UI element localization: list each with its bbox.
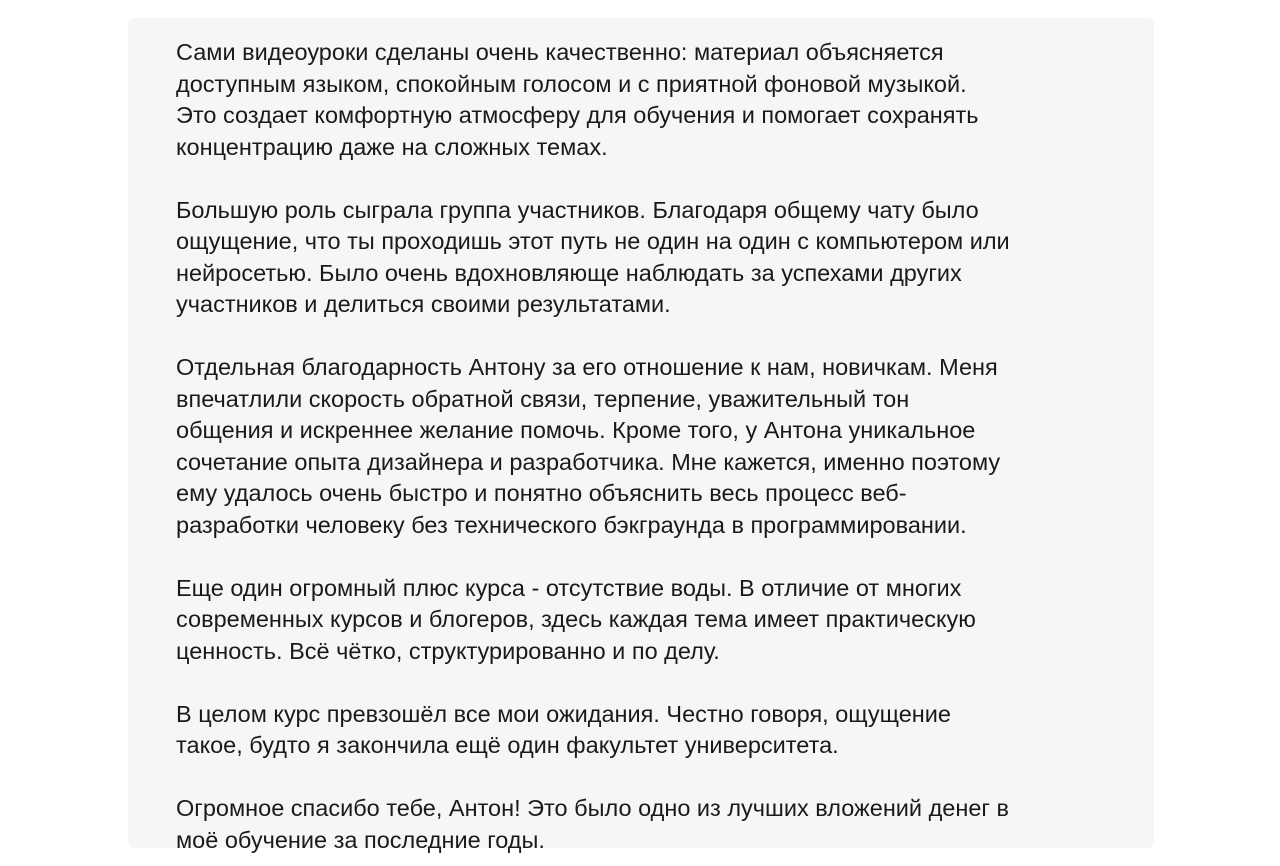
text-line: такое, будто я закончила ещё один факультет университета. bbox=[176, 732, 839, 758]
text-line: Еще один огромный плюс курса - отсутствие воды. В отличие от многих bbox=[176, 574, 962, 601]
text-line: ощущение, что ты проходишь этот путь не один на один с компьютером или bbox=[176, 228, 1010, 254]
paragraph-1 bbox=[176, 37, 1136, 163]
text-line: концентрацию даже на сложных темах. bbox=[176, 133, 608, 160]
text-line: ценность. Всё чётко, структурированно и по делу. bbox=[176, 637, 720, 664]
text-line: сочетание опыта дизайнера и разработчика. Мне кажется, именно поэтому bbox=[176, 448, 1001, 475]
paragraph-5 bbox=[176, 699, 1136, 762]
message-card bbox=[128, 18, 1154, 853]
text-line: моё обучение за последние годы. bbox=[176, 826, 545, 853]
text-line: Сами видеоуроки сделаны очень качественно: материал объясняется bbox=[176, 39, 944, 65]
paragraph-4 bbox=[176, 573, 1136, 668]
text-line: участников и делиться своими результатами. bbox=[176, 291, 671, 317]
text-line: разработки человеку без технического бэкграунда в программировании. bbox=[176, 511, 967, 538]
text-line: впечатлили скорость обратной связи, терпение, уважительный тон bbox=[176, 385, 910, 412]
text-line: общения и искреннее желание помочь. Кроме того, у Антона уникальное bbox=[176, 417, 976, 443]
text-line: ему удалось очень быстро и понятно объяснить весь процесс веб- bbox=[176, 480, 907, 506]
text-line: Большую роль сыграла группа участников. Благодаря общему чату было bbox=[176, 196, 979, 223]
text-line: Огромное спасибо тебе, Антон! Это было одно из лучших вложений денег в bbox=[176, 795, 1009, 821]
message-text bbox=[176, 37, 1136, 856]
paragraph-2 bbox=[176, 195, 1136, 321]
text-line: нейросетью. Было очень вдохновляюще наблюдать за успехами других bbox=[176, 259, 962, 286]
paragraph-6 bbox=[176, 793, 1136, 856]
text-line: Это создает комфортную атмосферу для обучения и помогает сохранять bbox=[176, 102, 979, 128]
text-line: доступным языком, спокойным голосом и с приятной фоновой музыкой. bbox=[176, 70, 967, 97]
text-line: В целом курс превзошёл все мои ожидания. Честно говоря, ощущение bbox=[176, 700, 951, 727]
text-line: современных курсов и блогеров, здесь каждая тема имеет практическую bbox=[176, 606, 976, 632]
text-line: Отдельная благодарность Антону за его отношение к нам, новичкам. Меня bbox=[176, 354, 998, 380]
paragraph-3 bbox=[176, 352, 1136, 541]
